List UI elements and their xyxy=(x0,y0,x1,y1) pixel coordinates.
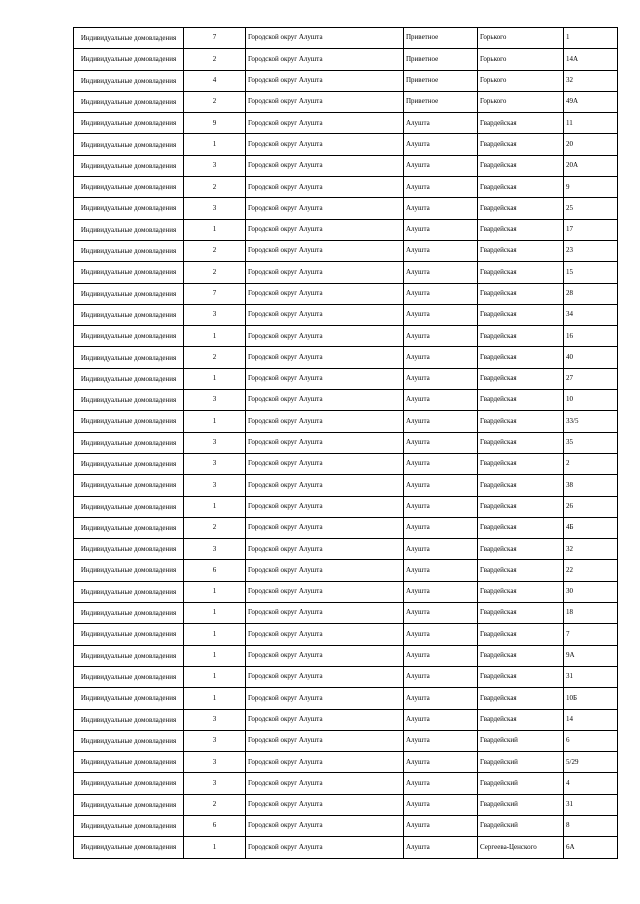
table-row xyxy=(74,794,618,815)
district-cell: Городской округ Алушта xyxy=(246,28,404,49)
housing-type-cell: Индивидуальные домовладения xyxy=(74,347,184,368)
house-number-cell: 15 xyxy=(564,262,618,283)
housing-type-cell: Индивидуальные домовладения xyxy=(74,177,184,198)
district-cell: Городской округ Алушта xyxy=(246,177,404,198)
house-number-cell: 23 xyxy=(564,240,618,261)
house-number-cell: 27 xyxy=(564,368,618,389)
housing-type-cell: Индивидуальные домовладения xyxy=(74,794,184,815)
street-cell: Гвардейская xyxy=(478,177,564,198)
street-cell: Гвардейская xyxy=(478,432,564,453)
housing-type-cell: Индивидуальные домовладения xyxy=(74,240,184,261)
settlement-cell: Алушта xyxy=(404,326,478,347)
house-number-cell: 7 xyxy=(564,624,618,645)
street-cell: Гвардейская xyxy=(478,347,564,368)
settlement-cell: Алушта xyxy=(404,453,478,474)
house-number-cell: 33/5 xyxy=(564,411,618,432)
table-row xyxy=(74,624,618,645)
count-cell: 1 xyxy=(184,134,246,155)
count-cell: 4 xyxy=(184,70,246,91)
street-cell: Гвардейская xyxy=(478,368,564,389)
table-row xyxy=(74,113,618,134)
housing-type-cell: Индивидуальные домовладения xyxy=(74,453,184,474)
house-number-cell: 28 xyxy=(564,283,618,304)
street-cell: Гвардейская xyxy=(478,304,564,325)
settlement-cell: Алушта xyxy=(404,390,478,411)
housing-type-cell: Индивидуальные домовладения xyxy=(74,198,184,219)
house-number-cell: 22 xyxy=(564,560,618,581)
district-cell: Городской округ Алушта xyxy=(246,390,404,411)
count-cell: 1 xyxy=(184,688,246,709)
street-cell: Горького xyxy=(478,91,564,112)
district-cell: Городской округ Алушта xyxy=(246,666,404,687)
settlement-cell: Алушта xyxy=(404,113,478,134)
house-number-cell: 32 xyxy=(564,70,618,91)
house-number-cell: 8 xyxy=(564,815,618,836)
district-cell: Городской округ Алушта xyxy=(246,709,404,730)
count-cell: 2 xyxy=(184,177,246,198)
district-cell: Городской округ Алушта xyxy=(246,794,404,815)
house-number-cell: 1 xyxy=(564,28,618,49)
house-number-cell: 31 xyxy=(564,794,618,815)
house-number-cell: 26 xyxy=(564,496,618,517)
house-number-cell: 38 xyxy=(564,475,618,496)
district-cell: Городской округ Алушта xyxy=(246,240,404,261)
settlement-cell: Алушта xyxy=(404,730,478,751)
housing-type-cell: Индивидуальные домовладения xyxy=(74,666,184,687)
street-cell: Гвардейская xyxy=(478,113,564,134)
house-number-cell: 17 xyxy=(564,219,618,240)
district-cell: Городской округ Алушта xyxy=(246,815,404,836)
count-cell: 2 xyxy=(184,91,246,112)
house-number-cell: 2 xyxy=(564,453,618,474)
housing-type-cell: Индивидуальные домовладения xyxy=(74,283,184,304)
housing-type-cell: Индивидуальные домовладения xyxy=(74,432,184,453)
street-cell: Гвардейская xyxy=(478,262,564,283)
district-cell: Городской округ Алушта xyxy=(246,134,404,155)
table-row xyxy=(74,560,618,581)
settlement-cell: Алушта xyxy=(404,688,478,709)
settlement-cell: Алушта xyxy=(404,219,478,240)
district-cell: Городской округ Алушта xyxy=(246,347,404,368)
house-number-cell: 5/29 xyxy=(564,752,618,773)
house-number-cell: 32 xyxy=(564,539,618,560)
count-cell: 2 xyxy=(184,517,246,538)
housing-type-cell: Индивидуальные домовладения xyxy=(74,49,184,70)
housing-type-cell: Индивидуальные домовладения xyxy=(74,390,184,411)
district-cell: Городской округ Алушта xyxy=(246,752,404,773)
street-cell: Гвардейская xyxy=(478,624,564,645)
street-cell: Гвардейская xyxy=(478,645,564,666)
table-body xyxy=(74,28,618,859)
house-number-cell: 30 xyxy=(564,581,618,602)
street-cell: Гвардейская xyxy=(478,240,564,261)
table-row xyxy=(74,326,618,347)
table-row xyxy=(74,730,618,751)
count-cell: 3 xyxy=(184,709,246,730)
housing-type-cell: Индивидуальные домовладения xyxy=(74,603,184,624)
district-cell: Городской округ Алушта xyxy=(246,49,404,70)
settlement-cell: Алушта xyxy=(404,198,478,219)
settlement-cell: Алушта xyxy=(404,155,478,176)
housing-type-cell: Индивидуальные домовладения xyxy=(74,752,184,773)
housing-type-cell: Индивидуальные домовладения xyxy=(74,91,184,112)
housing-table xyxy=(73,27,618,859)
count-cell: 3 xyxy=(184,773,246,794)
count-cell: 3 xyxy=(184,752,246,773)
count-cell: 1 xyxy=(184,666,246,687)
housing-type-cell: Индивидуальные домовладения xyxy=(74,113,184,134)
house-number-cell: 9 xyxy=(564,177,618,198)
housing-type-cell: Индивидуальные домовладения xyxy=(74,581,184,602)
housing-type-cell: Индивидуальные домовладения xyxy=(74,709,184,730)
settlement-cell: Алушта xyxy=(404,815,478,836)
street-cell: Горького xyxy=(478,28,564,49)
settlement-cell: Алушта xyxy=(404,645,478,666)
district-cell: Городской округ Алушта xyxy=(246,539,404,560)
house-number-cell: 6 xyxy=(564,730,618,751)
district-cell: Городской округ Алушта xyxy=(246,496,404,517)
count-cell: 1 xyxy=(184,326,246,347)
housing-type-cell: Индивидуальные домовладения xyxy=(74,815,184,836)
housing-type-cell: Индивидуальные домовладения xyxy=(74,304,184,325)
settlement-cell: Алушта xyxy=(404,177,478,198)
district-cell: Городской округ Алушта xyxy=(246,773,404,794)
housing-type-cell: Индивидуальные домовладения xyxy=(74,155,184,176)
district-cell: Городской округ Алушта xyxy=(246,453,404,474)
table-row xyxy=(74,815,618,836)
count-cell: 1 xyxy=(184,603,246,624)
street-cell: Гвардейская xyxy=(478,283,564,304)
settlement-cell: Алушта xyxy=(404,475,478,496)
settlement-cell: Приветное xyxy=(404,49,478,70)
street-cell: Гвардейская xyxy=(478,517,564,538)
house-number-cell: 4 xyxy=(564,773,618,794)
count-cell: 1 xyxy=(184,837,246,858)
district-cell: Городской округ Алушта xyxy=(246,155,404,176)
settlement-cell: Алушта xyxy=(404,837,478,858)
table-row xyxy=(74,517,618,538)
district-cell: Городской округ Алушта xyxy=(246,368,404,389)
housing-type-cell: Индивидуальные домовладения xyxy=(74,688,184,709)
house-number-cell: 4Б xyxy=(564,517,618,538)
table-row xyxy=(74,709,618,730)
settlement-cell: Алушта xyxy=(404,581,478,602)
housing-type-cell: Индивидуальные домовладения xyxy=(74,517,184,538)
district-cell: Городской округ Алушта xyxy=(246,688,404,709)
district-cell: Городской округ Алушта xyxy=(246,283,404,304)
district-cell: Городской округ Алушта xyxy=(246,581,404,602)
housing-type-cell: Индивидуальные домовладения xyxy=(74,368,184,389)
street-cell: Гвардейский xyxy=(478,815,564,836)
count-cell: 2 xyxy=(184,794,246,815)
count-cell: 1 xyxy=(184,496,246,517)
housing-type-cell: Индивидуальные домовладения xyxy=(74,730,184,751)
settlement-cell: Приветное xyxy=(404,28,478,49)
table-row xyxy=(74,666,618,687)
settlement-cell: Алушта xyxy=(404,496,478,517)
street-cell: Гвардейская xyxy=(478,198,564,219)
table-row xyxy=(74,688,618,709)
house-number-cell: 14 xyxy=(564,709,618,730)
district-cell: Городской округ Алушта xyxy=(246,624,404,645)
street-cell: Гвардейская xyxy=(478,155,564,176)
table-row xyxy=(74,390,618,411)
street-cell: Горького xyxy=(478,49,564,70)
house-number-cell: 11 xyxy=(564,113,618,134)
count-cell: 3 xyxy=(184,155,246,176)
house-number-cell: 18 xyxy=(564,603,618,624)
street-cell: Гвардейская xyxy=(478,688,564,709)
district-cell: Городской округ Алушта xyxy=(246,113,404,134)
house-number-cell: 34 xyxy=(564,304,618,325)
street-cell: Гвардейская xyxy=(478,603,564,624)
house-number-cell: 10Б xyxy=(564,688,618,709)
house-number-cell: 31 xyxy=(564,666,618,687)
district-cell: Городской округ Алушта xyxy=(246,560,404,581)
settlement-cell: Алушта xyxy=(404,709,478,730)
count-cell: 1 xyxy=(184,219,246,240)
settlement-cell: Алушта xyxy=(404,752,478,773)
table-row xyxy=(74,177,618,198)
street-cell: Гвардейская xyxy=(478,581,564,602)
street-cell: Гвардейский xyxy=(478,794,564,815)
house-number-cell: 10 xyxy=(564,390,618,411)
settlement-cell: Алушта xyxy=(404,304,478,325)
count-cell: 3 xyxy=(184,304,246,325)
table-row xyxy=(74,134,618,155)
count-cell: 1 xyxy=(184,411,246,432)
district-cell: Городской округ Алушта xyxy=(246,326,404,347)
table-row xyxy=(74,752,618,773)
street-cell: Гвардейская xyxy=(478,496,564,517)
settlement-cell: Приветное xyxy=(404,70,478,91)
count-cell: 6 xyxy=(184,560,246,581)
table-row xyxy=(74,773,618,794)
settlement-cell: Алушта xyxy=(404,283,478,304)
count-cell: 3 xyxy=(184,730,246,751)
housing-type-cell: Индивидуальные домовладения xyxy=(74,326,184,347)
count-cell: 3 xyxy=(184,390,246,411)
district-cell: Городской округ Алушта xyxy=(246,475,404,496)
document-table-container xyxy=(73,27,618,859)
district-cell: Городской округ Алушта xyxy=(246,411,404,432)
table-row xyxy=(74,347,618,368)
street-cell: Гвардейская xyxy=(478,475,564,496)
table-row xyxy=(74,198,618,219)
count-cell: 1 xyxy=(184,645,246,666)
count-cell: 3 xyxy=(184,453,246,474)
table-row xyxy=(74,91,618,112)
street-cell: Гвардейская xyxy=(478,709,564,730)
table-row xyxy=(74,581,618,602)
housing-type-cell: Индивидуальные домовладения xyxy=(74,560,184,581)
table-row xyxy=(74,603,618,624)
street-cell: Гвардейский xyxy=(478,773,564,794)
count-cell: 7 xyxy=(184,283,246,304)
settlement-cell: Алушта xyxy=(404,134,478,155)
table-row xyxy=(74,496,618,517)
street-cell: Гвардейская xyxy=(478,411,564,432)
settlement-cell: Алушта xyxy=(404,517,478,538)
house-number-cell: 9А xyxy=(564,645,618,666)
settlement-cell: Алушта xyxy=(404,240,478,261)
table-row xyxy=(74,304,618,325)
street-cell: Гвардейская xyxy=(478,134,564,155)
housing-type-cell: Индивидуальные домовладения xyxy=(74,219,184,240)
count-cell: 9 xyxy=(184,113,246,134)
house-number-cell: 40 xyxy=(564,347,618,368)
street-cell: Гвардейский xyxy=(478,752,564,773)
district-cell: Городской округ Алушта xyxy=(246,432,404,453)
settlement-cell: Алушта xyxy=(404,560,478,581)
table-row xyxy=(74,283,618,304)
housing-type-cell: Индивидуальные домовладения xyxy=(74,70,184,91)
settlement-cell: Алушта xyxy=(404,773,478,794)
district-cell: Городской округ Алушта xyxy=(246,91,404,112)
count-cell: 1 xyxy=(184,368,246,389)
settlement-cell: Алушта xyxy=(404,624,478,645)
housing-type-cell: Индивидуальные домовладения xyxy=(74,411,184,432)
table-row xyxy=(74,475,618,496)
housing-type-cell: Индивидуальные домовладения xyxy=(74,475,184,496)
district-cell: Городской округ Алушта xyxy=(246,70,404,91)
house-number-cell: 20 xyxy=(564,134,618,155)
settlement-cell: Алушта xyxy=(404,539,478,560)
count-cell: 6 xyxy=(184,815,246,836)
table-row xyxy=(74,453,618,474)
street-cell: Гвардейский xyxy=(478,730,564,751)
table-row xyxy=(74,432,618,453)
district-cell: Городской округ Алушта xyxy=(246,219,404,240)
street-cell: Горького xyxy=(478,70,564,91)
settlement-cell: Алушта xyxy=(404,347,478,368)
count-cell: 2 xyxy=(184,347,246,368)
table-row xyxy=(74,368,618,389)
district-cell: Городской округ Алушта xyxy=(246,730,404,751)
house-number-cell: 25 xyxy=(564,198,618,219)
district-cell: Городской округ Алушта xyxy=(246,198,404,219)
count-cell: 1 xyxy=(184,581,246,602)
count-cell: 7 xyxy=(184,28,246,49)
housing-type-cell: Индивидуальные домовладения xyxy=(74,645,184,666)
settlement-cell: Алушта xyxy=(404,368,478,389)
street-cell: Гвардейская xyxy=(478,326,564,347)
street-cell: Гвардейская xyxy=(478,219,564,240)
settlement-cell: Алушта xyxy=(404,411,478,432)
district-cell: Городской округ Алушта xyxy=(246,262,404,283)
table-row xyxy=(74,49,618,70)
house-number-cell: 20А xyxy=(564,155,618,176)
table-row xyxy=(74,70,618,91)
district-cell: Городской округ Алушта xyxy=(246,517,404,538)
table-row xyxy=(74,155,618,176)
count-cell: 2 xyxy=(184,240,246,261)
district-cell: Городской округ Алушта xyxy=(246,645,404,666)
count-cell: 3 xyxy=(184,539,246,560)
count-cell: 3 xyxy=(184,198,246,219)
settlement-cell: Алушта xyxy=(404,794,478,815)
settlement-cell: Алушта xyxy=(404,432,478,453)
street-cell: Гвардейская xyxy=(478,453,564,474)
housing-type-cell: Индивидуальные домовладения xyxy=(74,773,184,794)
settlement-cell: Приветное xyxy=(404,91,478,112)
count-cell: 3 xyxy=(184,432,246,453)
house-number-cell: 6А xyxy=(564,837,618,858)
count-cell: 3 xyxy=(184,475,246,496)
house-number-cell: 35 xyxy=(564,432,618,453)
district-cell: Городской округ Алушта xyxy=(246,304,404,325)
table-row xyxy=(74,28,618,49)
table-row xyxy=(74,262,618,283)
table-row xyxy=(74,411,618,432)
housing-type-cell: Индивидуальные домовладения xyxy=(74,624,184,645)
settlement-cell: Алушта xyxy=(404,262,478,283)
table-row xyxy=(74,837,618,858)
table-row xyxy=(74,240,618,261)
street-cell: Сергеева-Ценского xyxy=(478,837,564,858)
house-number-cell: 16 xyxy=(564,326,618,347)
street-cell: Гвардейская xyxy=(478,666,564,687)
house-number-cell: 49А xyxy=(564,91,618,112)
district-cell: Городской округ Алушта xyxy=(246,837,404,858)
table-row xyxy=(74,539,618,560)
settlement-cell: Алушта xyxy=(404,603,478,624)
housing-type-cell: Индивидуальные домовладения xyxy=(74,262,184,283)
housing-type-cell: Индивидуальные домовладения xyxy=(74,496,184,517)
street-cell: Гвардейская xyxy=(478,390,564,411)
count-cell: 1 xyxy=(184,624,246,645)
street-cell: Гвардейская xyxy=(478,560,564,581)
count-cell: 2 xyxy=(184,262,246,283)
housing-type-cell: Индивидуальные домовладения xyxy=(74,539,184,560)
count-cell: 2 xyxy=(184,49,246,70)
street-cell: Гвардейская xyxy=(478,539,564,560)
housing-type-cell: Индивидуальные домовладения xyxy=(74,134,184,155)
table-row xyxy=(74,645,618,666)
housing-type-cell: Индивидуальные домовладения xyxy=(74,28,184,49)
housing-type-cell: Индивидуальные домовладения xyxy=(74,837,184,858)
district-cell: Городской округ Алушта xyxy=(246,603,404,624)
house-number-cell: 14А xyxy=(564,49,618,70)
table-row xyxy=(74,219,618,240)
settlement-cell: Алушта xyxy=(404,666,478,687)
